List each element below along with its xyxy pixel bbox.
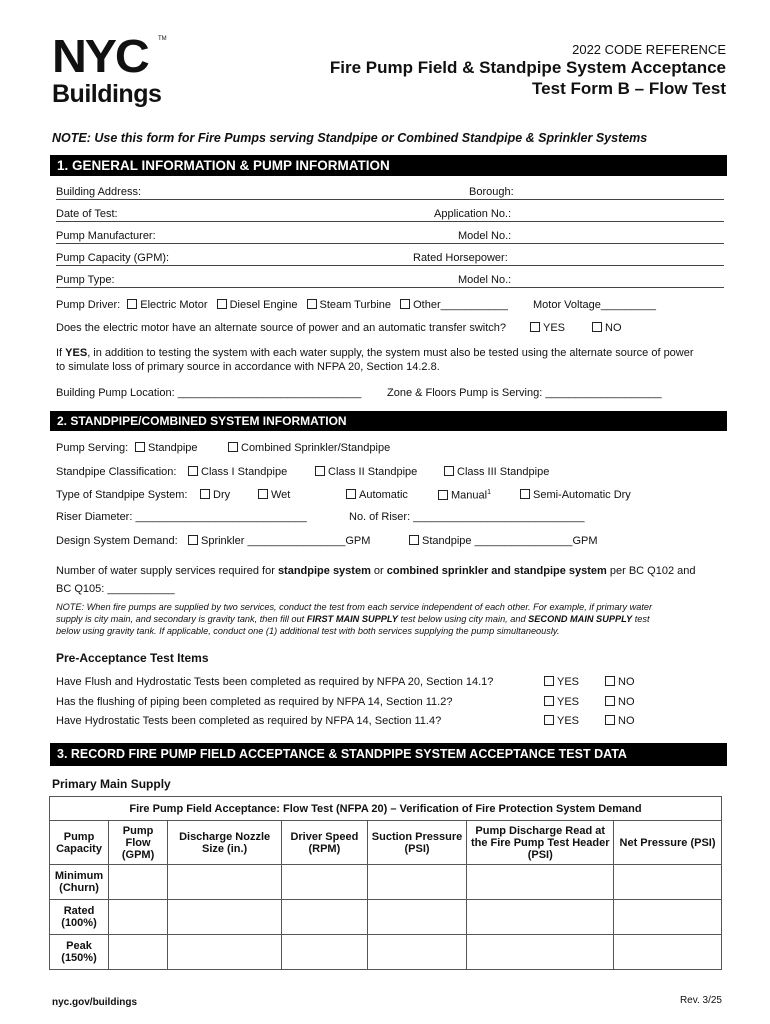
diesel-engine-label: Diesel Engine <box>229 299 298 311</box>
section3-heading: 3. RECORD FIRE PUMP FIELD ACCEPTANCE & STANDPIPE SYSTEM ACCEPTANCE TEST DATA <box>50 743 727 766</box>
electric-motor-checkbox[interactable] <box>127 299 137 309</box>
form-usage-note: NOTE: Use this form for Fire Pumps serving Standpipe or Combined Standpipe & Sprinkler Systems <box>52 131 648 145</box>
cell-input[interactable] <box>367 935 467 970</box>
table-row <box>50 900 722 935</box>
manual-footnote: 1 <box>487 489 491 496</box>
semi-auto-label: Semi-Automatic Dry <box>533 489 631 501</box>
standpipe-demand-checkbox[interactable] <box>409 535 419 545</box>
table-row <box>50 865 722 900</box>
cell-input[interactable] <box>168 935 282 970</box>
cell-input[interactable] <box>367 900 467 935</box>
pump-type-field[interactable] <box>56 287 724 288</box>
class1-checkbox[interactable] <box>188 466 198 476</box>
motor-voltage-label: Motor Voltage_________ <box>533 299 656 311</box>
building-address-label: Building Address: <box>56 186 141 198</box>
date-of-test-field[interactable] <box>56 221 724 222</box>
pump-manufacturer-label: Pump Manufacturer: <box>56 230 156 242</box>
col-net-pressure: Net Pressure (PSI) <box>614 821 722 865</box>
cell-input[interactable] <box>614 900 722 935</box>
cell-input[interactable] <box>109 900 168 935</box>
water-supply-question: Number of water supply services required for standpipe system or combined sprinkler and standpipe system per BC Q102 and BC Q105: ___________ <box>56 565 696 595</box>
dry-checkbox[interactable] <box>200 489 210 499</box>
col-suction-pressure: Suction Pressure (PSI) <box>367 821 467 865</box>
other-driver-checkbox[interactable] <box>400 299 410 309</box>
pump-driver-label: Pump Driver: <box>56 299 121 311</box>
semi-auto-checkbox[interactable] <box>520 489 530 499</box>
standpipe-classification-label: Standpipe Classification: <box>56 466 177 478</box>
flow-test-table <box>49 796 722 970</box>
alt-power-yes-label: YES <box>543 322 566 334</box>
standpipe-type-label: Type of Standpipe System: <box>56 489 188 501</box>
class2-label: Class II Standpipe <box>328 466 418 478</box>
form-title-line2: Test Form B – Flow Test <box>532 79 726 98</box>
q2-no-checkbox[interactable] <box>605 696 615 706</box>
alt-power-instructions: If YES, in addition to testing the system with each water supply, the system must also be tested using the alternate source of power to simulate loss of primary source in accordance with NFPA 20, Section 14.2.8. <box>56 347 694 373</box>
diesel-engine-checkbox[interactable] <box>217 299 227 309</box>
code-reference: 2022 CODE REFERENCE <box>572 42 726 57</box>
cell-input[interactable] <box>282 935 368 970</box>
alt-power-no-checkbox[interactable] <box>592 322 602 332</box>
row-label-rated: Rated (100%) <box>50 900 109 935</box>
row-label-peak: Peak (150%) <box>50 935 109 970</box>
design-demand-label: Design System Demand: <box>56 535 178 547</box>
pre-accept-q2: Has the flushing of piping been completed as required by NFPA 14, Section 11.2? <box>56 696 453 708</box>
two-services-note: NOTE: When fire pumps are supplied by two services, conduct the test from each service independent of each other. For example, if primary water supply is city main, and secondary is gravity tank, then fill out FIRST MAIN SUPPLY test below using city main, and SECOND MAIN SUPPLY test below using gravity tank. If applicable, conduct one (1) additional test with both services supplying the pump simultaneously. <box>56 602 653 636</box>
buildings-logo-text: Buildings <box>52 80 162 108</box>
cell-input[interactable] <box>614 865 722 900</box>
q3-no-label: NO <box>618 715 635 727</box>
steam-turbine-checkbox[interactable] <box>307 299 317 309</box>
manual-label: Manual <box>451 489 488 502</box>
automatic-label: Automatic <box>359 489 408 501</box>
q2-yes-label: YES <box>557 696 580 708</box>
steam-turbine-label: Steam Turbine <box>319 299 392 311</box>
cell-input[interactable] <box>614 935 722 970</box>
dry-label: Dry <box>213 489 231 501</box>
alt-power-no-label: NO <box>605 322 622 334</box>
q2-yes-checkbox[interactable] <box>544 696 554 706</box>
cell-input[interactable] <box>282 900 368 935</box>
automatic-checkbox[interactable] <box>346 489 356 499</box>
nyc-logo-text: NYC <box>52 30 148 82</box>
alt-power-question: Does the electric motor have an alternate source of power and an automatic transfer switch? <box>56 322 507 334</box>
building-address-field[interactable] <box>56 199 724 200</box>
wet-checkbox[interactable] <box>258 489 268 499</box>
wet-label: Wet <box>271 489 291 501</box>
primary-main-supply-title: Primary Main Supply <box>52 777 171 791</box>
model-no-2-label: Model No.: <box>458 274 512 286</box>
q1-yes-label: YES <box>557 676 580 688</box>
cell-input[interactable] <box>367 865 467 900</box>
col-pump-flow: Pump Flow (GPM) <box>109 821 168 865</box>
q3-yes-checkbox[interactable] <box>544 715 554 725</box>
table-row <box>50 935 722 970</box>
bc-q105-field[interactable]: BC Q105: ___________ <box>56 583 175 595</box>
q1-no-label: NO <box>618 676 635 688</box>
pre-acceptance-title: Pre-Acceptance Test Items <box>56 651 209 665</box>
col-pump-discharge: Pump Discharge Read at the Fire Pump Test Header (PSI) <box>467 821 614 865</box>
pump-capacity-field[interactable] <box>56 265 724 266</box>
zone-floors-field[interactable]: Zone & Floors Pump is Serving: ___________________ <box>387 387 662 399</box>
model-no-label: Model No.: <box>458 230 512 242</box>
class1-label: Class I Standpipe <box>201 466 288 478</box>
sprinkler-demand-field: Sprinkler ________________GPM <box>201 535 371 547</box>
sprinkler-demand-checkbox[interactable] <box>188 535 198 545</box>
footer-revision: Rev. 3/25 <box>679 995 722 1006</box>
footer-url: nyc.gov/buildings <box>52 997 138 1008</box>
col-pump-capacity: Pump Capacity <box>50 821 109 865</box>
form-title-line1: Fire Pump Field & Standpipe System Acceptance <box>329 58 726 77</box>
class3-label: Class III Standpipe <box>457 466 550 478</box>
pre-accept-q1: Have Flush and Hydrostatic Tests been completed as required by NFPA 20, Section 14.1? <box>56 676 494 688</box>
application-no-label: Application No.: <box>434 208 512 220</box>
other-driver-label: Other___________ <box>413 299 508 311</box>
class3-checkbox[interactable] <box>444 466 454 476</box>
col-discharge-nozzle: Discharge Nozzle Size (in.) <box>168 821 282 865</box>
pre-accept-q3: Have Hydrostatic Tests been completed as required by NFPA 14, Section 11.4? <box>56 715 442 727</box>
rated-horsepower-label: Rated Horsepower: <box>413 252 508 264</box>
logo-trademark: TM <box>158 36 167 42</box>
borough-label: Borough: <box>469 186 514 198</box>
flow-test-table-title: Fire Pump Field Acceptance: Flow Test (NFPA 20) – Verification of Fire Protection System Demand <box>50 797 722 821</box>
riser-diameter-field[interactable]: Riser Diameter: ____________________________ <box>56 511 307 523</box>
alt-power-yes-checkbox[interactable] <box>530 322 540 332</box>
section2-heading: 2. STANDPIPE/COMBINED SYSTEM INFORMATION <box>50 411 727 431</box>
building-pump-location-field[interactable]: Building Pump Location: ______________________________ <box>56 387 362 399</box>
pump-driver-row <box>56 299 508 311</box>
row-label-minimum: Minimum (Churn) <box>50 865 109 900</box>
q1-yes-checkbox[interactable] <box>544 676 554 686</box>
manual-checkbox[interactable] <box>438 490 448 500</box>
col-driver-speed: Driver Speed (RPM) <box>282 821 368 865</box>
cell-input[interactable] <box>467 865 614 900</box>
combined-serving-checkbox[interactable] <box>228 442 238 452</box>
cell-input[interactable] <box>467 935 614 970</box>
cell-input[interactable] <box>109 865 168 900</box>
standpipe-demand-field: Standpipe ________________GPM <box>422 535 598 547</box>
class2-checkbox[interactable] <box>315 466 325 476</box>
q3-no-checkbox[interactable] <box>605 715 615 725</box>
standpipe-serving-checkbox[interactable] <box>135 442 145 452</box>
cell-input[interactable] <box>109 935 168 970</box>
pump-serving-label: Pump Serving: <box>56 442 129 454</box>
q2-no-label: NO <box>618 696 635 708</box>
date-of-test-label: Date of Test: <box>56 208 118 220</box>
no-of-riser-field[interactable]: No. of Riser: ____________________________ <box>349 511 585 523</box>
pump-type-label: Pump Type: <box>56 274 115 286</box>
q1-no-checkbox[interactable] <box>605 676 615 686</box>
cell-input[interactable] <box>168 865 282 900</box>
combined-serving-label: Combined Sprinkler/Standpipe <box>241 442 391 454</box>
cell-input[interactable] <box>282 865 368 900</box>
standpipe-serving-label: Standpipe <box>148 442 198 454</box>
cell-input[interactable] <box>168 900 282 935</box>
electric-motor-label: Electric Motor <box>140 299 208 311</box>
pump-manufacturer-field[interactable] <box>56 243 724 244</box>
pump-capacity-label: Pump Capacity (GPM): <box>56 252 170 264</box>
section1-heading: 1. GENERAL INFORMATION & PUMP INFORMATION <box>50 155 727 176</box>
cell-input[interactable] <box>467 900 614 935</box>
q3-yes-label: YES <box>557 715 580 727</box>
